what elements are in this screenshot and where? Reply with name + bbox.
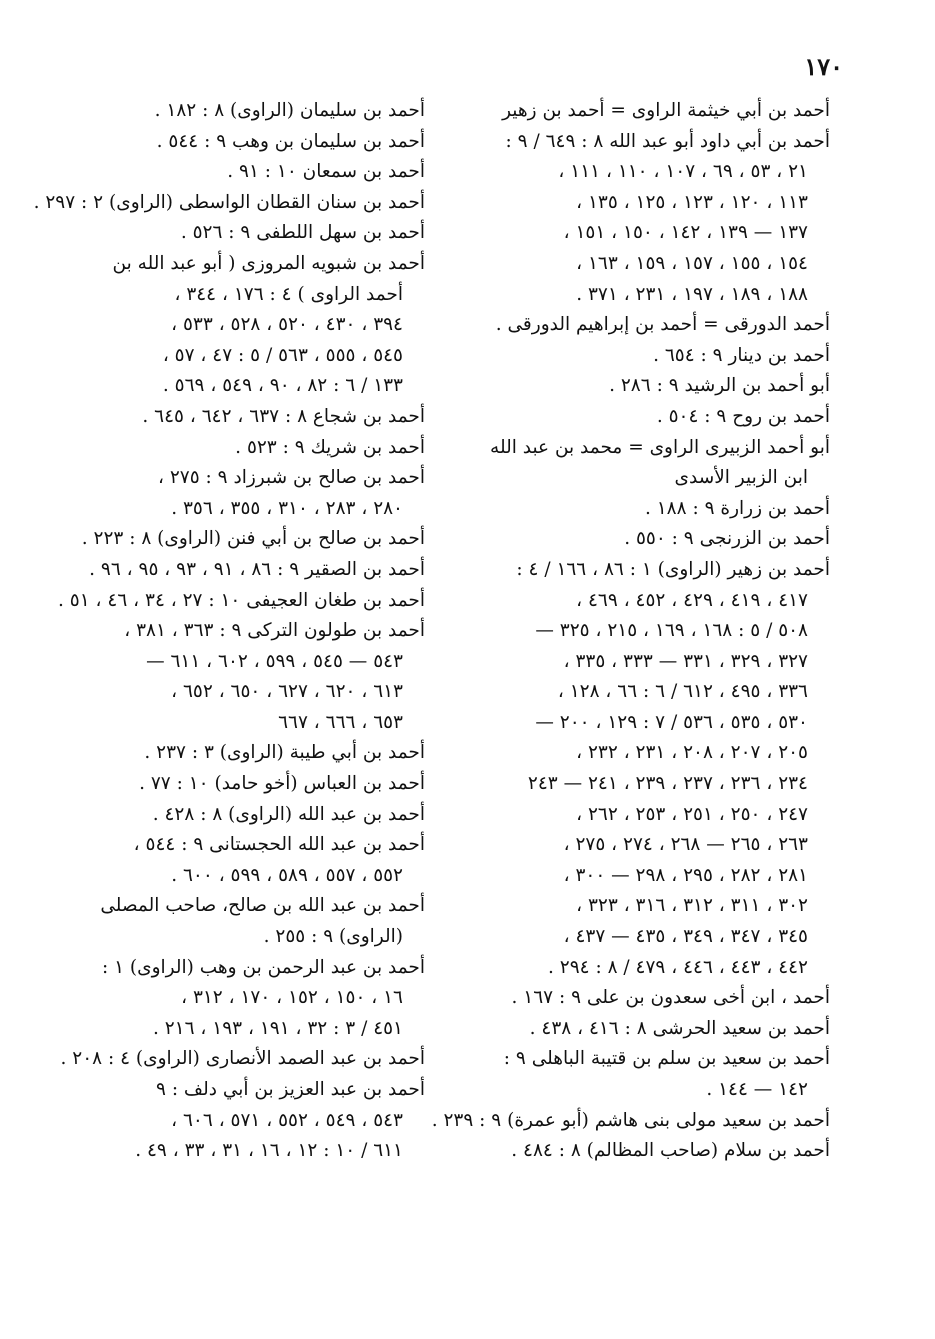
index-entry: أحمد بن طولون التركى ٩ : ٣٦٣ ، ٣٨١ ، [124,620,425,642]
index-entry-continuation: ٤٥١ / ٣ : ٣٢ ، ١٩١ ، ١٩٣ ، ٢١٦ . [152,1017,403,1039]
index-entry: أحمد بن الصقير ٩ : ٨٦ ، ٩١ ، ٩٣ ، ٩٥ ، ٩٦ . [89,558,425,580]
index-entry: أحمد بن شريك ٩ : ٥٢٣ . [235,436,425,458]
index-entry-continuation: ٦١٣ ، ٦٢٠ ، ٦٢٧ ، ٦٥٠ ، ٦٥٢ ، [171,681,403,703]
index-entry-continuation: ١٣٧ — ١٣٩ ، ١٤٢ ، ١٥٠ ، ١٥١ ، [563,222,808,244]
index-entry-continuation: ٣٣٦ ، ٤٩٥ ، ٦١٢ / ٦ : ٦٦ ، ١٢٨ ، [557,681,808,703]
index-entry: أحمد بن روح ٩ : ٥٠٤ . [656,405,830,427]
index-entry: أحمد بن عبد الله (الراوى) ٨ : ٤٢٨ . [152,803,425,825]
index-entry: أحمد بن عبد الله بن صالح، صاحب المصلى [100,895,425,917]
index-entry-continuation: ٦٥٣ ، ٦٦٦ ، ٦٦٧ [278,711,403,733]
index-entry: أحمد بن عبد الصمد الأنصارى (الراوى) ٤ : ٢٠٨ . [60,1048,425,1070]
index-entry: أحمد بن سنان القطان الواسطى (الراوى) ٢ : ٢٩٧ . [33,191,425,213]
index-entry-continuation: ٣٤٥ ، ٣٤٧ ، ٣٤٩ ، ٤٣٥ — ٤٣٧ ، [563,926,808,948]
index-entry-continuation: ٥٥٢ ، ٥٥٧ ، ٥٨٩ ، ٥٩٩ ، ٦٠٠ . [171,864,403,886]
index-entry: أحمد بن شجاع ٨ : ٦٣٧ ، ٦٤٢ ، ٦٤٥ . [142,405,425,427]
index-entry-continuation: ١٥٤ ، ١٥٥ ، ١٥٧ ، ١٥٩ ، ١٦٣ ، [576,252,808,274]
index-entry: أحمد بن عبد العزيز بن أبي دلف : ٩ [156,1079,425,1100]
index-entry-continuation: ٥٤٣ ، ٥٤٩ ، ٥٥٢ ، ٥٧١ ، ٦٠٦ ، [171,1109,403,1131]
index-entry: أحمد بن أبي خيثمة الراوى = أحمد بن زهير [502,100,830,121]
index-entry-continuation: ابن الزبير الأسدى [674,467,808,489]
index-entry-continuation: ٦١١ / ١٠ : ١٢ ، ١٦ ، ٣١ ، ٣٣ ، ٤٩ . [135,1140,403,1162]
index-entry-continuation: (الراوى) ٩ : ٢٥٥ . [263,926,403,948]
index-entry-continuation: ٢٨٠ ، ٢٨٣ ، ٣١٠ ، ٣٥٥ ، ٣٥٦ . [171,497,403,519]
index-entry: أحمد بن طغان العجيفى ١٠ : ٢٧ ، ٣٤ ، ٤٦ ، ٥١ . [58,589,425,611]
left-column [33,96,425,1167]
index-entry: أحمد بن الزرنجى ٩ : ٥٥٠ . [624,528,830,550]
right-column [431,96,830,1167]
index-entry-continuation: ٢٤٧ ، ٢٥٠ ، ٢٥١ ، ٢٥٣ ، ٢٦٢ ، [576,803,808,825]
index-entry: أحمد بن سعيد الحرشى ٨ : ٤١٦ ، ٤٣٨ . [529,1017,830,1039]
index-entry: أحمد بن سلام (صاحب المظالم) ٨ : ٤٨٤ . [511,1140,830,1162]
index-entry: أحمد بن أبي داود أبو عبد الله ٨ : ٦٤٩ / ٩ : [505,130,830,152]
index-entry: أحمد بن عبد الرحمن بن وهب (الراوى) ١ : [101,956,425,978]
index-entry-continuation: ٢٦٣ ، ٢٦٥ — ٢٦٨ ، ٢٧٤ ، ٢٧٥ ، [563,834,808,856]
index-entry-continuation: أحمد الراوى ) ٤ : ١٧٦ ، ٣٤٤ ، [174,283,403,305]
index-entry: أحمد بن زهير (الراوى) ١ : ٨٦ ، ١٦٦ / ٤ : [516,558,830,580]
index-entry-continuation: ١٤٢ — ١٤٤ . [706,1079,808,1100]
index-entry: أحمد بن سعيد بن سلم بن قتيبة الباهلى ٩ : [503,1048,830,1070]
page-number: ١٧٠ [804,52,843,81]
index-entry: أبو أحمد بن الرشيد ٩ : ٢٨٦ . [609,375,830,397]
index-entry-continuation: ٥٤٣ — ٥٤٥ ، ٥٩٩ ، ٦٠٢ ، ٦١١ — [146,650,403,672]
index-entry: أحمد بن زرارة ٩ : ١٨٨ . [644,497,830,519]
index-entry: أحمد بن دينار ٩ : ٦٥٤ . [653,344,830,366]
index-entry-continuation: ١٨٨ ، ١٨٩ ، ١٩٧ ، ٢٣١ ، ٣٧١ . [576,283,808,305]
index-entry: أحمد بن العباس (أخو حامد) ١٠ : ٧٧ . [139,773,425,795]
index-entry: أحمد بن عبد الله الحجستانى ٩ : ٥٤٤ ، [133,834,425,856]
index-entry-continuation: ١١٣ ، ١٢٠ ، ١٢٣ ، ١٢٥ ، ١٣٥ ، [576,191,808,213]
index-entry-continuation: ٤١٧ ، ٤١٩ ، ٤٢٩ ، ٤٥٢ ، ٤٦٩ ، [576,589,808,611]
index-entry: أحمد بن سعيد مولى بنى هاشم (أبو عمرة) ٩ : ٢٣٩ . [431,1109,830,1131]
index-entry-continuation: ١٦ ، ١٥٠ ، ١٥٢ ، ١٧٠ ، ٣١٢ ، [181,987,403,1009]
index-entry: أحمد بن سهل اللطفى ٩ : ٥٢٦ . [180,222,425,244]
index-entry-continuation: ٢٨١ ، ٢٨٢ ، ٢٩٥ ، ٢٩٨ — ٣٠٠ ، [563,864,808,886]
index-entry: أحمد بن سليمان (الراوى) ٨ : ١٨٢ . [154,100,425,121]
index-entry-continuation: ٤٤٢ ، ٤٤٣ ، ٤٤٦ ، ٤٧٩ / ٨ : ٢٩٤ . [548,956,808,978]
index-entry: أحمد بن أبي طيبة (الراوى) ٣ : ٢٣٧ . [144,742,425,764]
index-entry-continuation: ٥٤٥ ، ٥٥٥ ، ٥٦٣ / ٥ : ٤٧ ، ٥٧ ، [162,344,403,366]
index-entry-continuation: ٢٣٤ ، ٢٣٦ ، ٢٣٧ ، ٢٣٩ ، ٢٤١ — ٢٤٣ [527,773,808,795]
index-entry: أحمد بن صالح بن شبرزاد ٩ : ٢٧٥ ، [158,467,425,489]
index-entry-continuation: ٥٣٠ ، ٥٣٥ ، ٥٣٦ / ٧ : ١٢٩ ، ٢٠٠ — [535,711,808,733]
index-entry-continuation: ٥٠٨ / ٥ : ١٦٨ ، ١٦٩ ، ٢١٥ ، ٣٢٥ — [535,620,808,642]
index-entry-continuation: ٢١ ، ٥٣ ، ٦٩ ، ١٠٧ ، ١١٠ ، ١١١ ، [558,161,808,183]
index-entry-continuation: ١٣٣ / ٦ : ٨٢ ، ٩٠ ، ٥٤٩ ، ٥٦٩ . [162,375,403,397]
index-entry: أبو أحمد الزبيرى الراوى = محمد بن عبد الله [490,436,830,458]
index-entry: أحمد بن سمعان ١٠ : ٩١ . [227,161,425,183]
index-entry: أحمد الدورقى = أحمد بن إبراهيم الدورقى . [495,314,830,336]
index-entry: أحمد بن صالح بن أبي فنن (الراوى) ٨ : ٢٢٣ . [81,528,425,550]
index-entry-continuation: ٣٢٧ ، ٣٢٩ ، ٣٣١ — ٣٣٣ ، ٣٣٥ ، [563,650,808,672]
index-entry-continuation: ٣٠٢ ، ٣١١ ، ٣١٢ ، ٣١٦ ، ٣٢٣ ، [576,895,808,917]
index-entry: أحمد بن شبويه المروزى ( أبو عبد الله بن [112,252,425,274]
index-entry-continuation: ٢٠٥ ، ٢٠٧ ، ٢٠٨ ، ٢٣١ ، ٢٣٢ ، [576,742,808,764]
index-entry: أحمد ، ابن أخى سعدون بن على ٩ : ١٦٧ . [511,987,830,1009]
index-entry-continuation: ٣٩٤ ، ٤٣٠ ، ٥٢٠ ، ٥٢٨ ، ٥٣٣ ، [171,314,403,336]
index-entry: أحمد بن سليمان بن وهب ٩ : ٥٤٤ . [156,130,425,152]
